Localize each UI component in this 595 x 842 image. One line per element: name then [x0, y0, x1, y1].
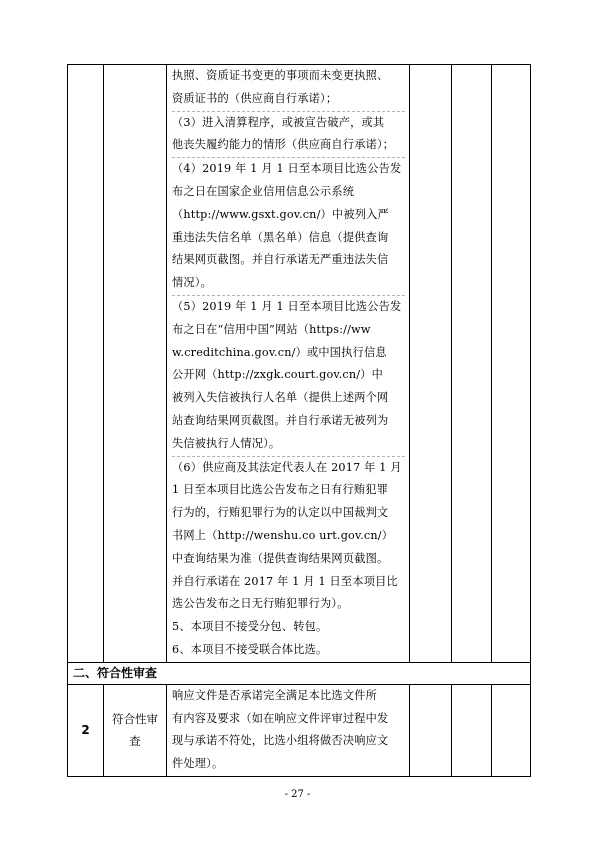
requirement-line: 公开网（http://zxgk.court.gov.cn/）中	[172, 368, 383, 382]
requirement-line: 站查询结果网页截图。并自行承诺无被列为	[172, 413, 389, 427]
requirement-line: （3）进入清算程序，或被宣告破产，或其	[172, 115, 385, 129]
requirement-line: 响应文件是否承诺完全满足本比选文件所	[172, 688, 377, 702]
requirement-line: 被列入失信被执行人名单（提供上述两个网	[172, 391, 389, 405]
requirement-line: w.creditchina.gov.cn/）或中国执行信息	[172, 345, 387, 359]
requirement-line: 中查询结果为准（提供查询结果网页截图。	[172, 551, 389, 565]
requirement-paragraph	[172, 685, 405, 776]
requirement-cell	[167, 65, 410, 663]
requirement-line: 件处理）。	[172, 757, 224, 771]
review-item-cell	[104, 684, 167, 776]
requirement-line: 并自行承诺在 2017 年 1 月 1 日至本项目比	[172, 574, 398, 588]
requirement-cell	[167, 684, 410, 776]
requirement-line: （http://www.gsxt.gov.cn/）中被列入严	[172, 207, 389, 221]
result-cell	[410, 65, 452, 663]
requirement-paragraph	[172, 456, 405, 662]
requirement-line: 执照、资质证书变更的事项而未变更执照、	[172, 69, 389, 82]
requirement-line: 现与承诺不符处，比选小组将做否决响应文	[172, 734, 389, 748]
table-row	[68, 684, 531, 776]
row-number-cell	[68, 65, 104, 663]
result-cell	[410, 684, 452, 776]
requirement-line: （4）2019 年 1 月 1 日至本项目比选公告发	[172, 162, 402, 176]
requirement-line: 失信被执行人情况）。	[172, 436, 281, 450]
result-cell	[452, 684, 492, 776]
result-cell	[492, 65, 531, 663]
page-number: - 27 -	[284, 789, 311, 800]
requirement-line: （6）供应商及其法定代表人在 2017 年 1 月	[172, 460, 402, 474]
requirement-line: 1 日至本项目比选公告发布之日有行贿犯罪	[172, 483, 389, 497]
requirement-line: 5、本项目不接受分包、转包。	[172, 620, 328, 634]
requirement-line: （5）2019 年 1 月 1 日至本项目比选公告发	[172, 299, 402, 313]
requirement-line: 布之日在国家企业信用信息公示系统	[172, 184, 355, 198]
requirement-paragraph	[172, 295, 405, 456]
requirement-line: 选公告发布之日无行贿犯罪行为）。	[172, 597, 349, 611]
evaluation-table	[67, 64, 531, 777]
requirement-text	[172, 685, 405, 776]
requirement-paragraph	[172, 65, 405, 111]
review-item-cell	[104, 65, 167, 663]
requirement-line: 6、本项目不接受联合体比选。	[172, 642, 328, 656]
requirement-paragraph	[172, 157, 405, 295]
result-cell	[452, 65, 492, 663]
requirement-line: 资质证书的（供应商自行承诺）；	[172, 91, 338, 105]
requirement-line: 书网上（http://wenshu.co urt.gov.cn/）	[172, 528, 394, 542]
requirement-line: 布之日在“信用中国”网站（https://ww	[172, 322, 371, 336]
requirement-line: 结果网页截图。并自行承诺无严重违法失信	[172, 253, 389, 267]
requirement-line: 他丧失履约能力的情形（供应商自行承诺）；	[172, 138, 395, 152]
requirement-line: 行为的，行贿犯罪行为的认定以中国裁判文	[172, 506, 389, 520]
requirement-line: 有内容及要求（如在响应文件评审过程中发	[172, 711, 389, 725]
requirement-line: 重违法失信名单（黑名单）信息（提供查询	[172, 230, 389, 244]
section-header-row	[68, 662, 531, 684]
review-item-name-line: 查	[129, 734, 141, 749]
section-header: 二、符合性审查	[68, 662, 531, 684]
requirement-text	[172, 65, 405, 662]
table-row	[68, 65, 531, 663]
review-item-name	[108, 708, 162, 752]
review-item-name-line: 符合性审	[112, 712, 158, 727]
result-cell	[492, 684, 531, 776]
requirement-line: 情况）。	[172, 276, 212, 290]
row-number-cell: 2	[68, 684, 104, 776]
requirement-paragraph	[172, 111, 405, 158]
